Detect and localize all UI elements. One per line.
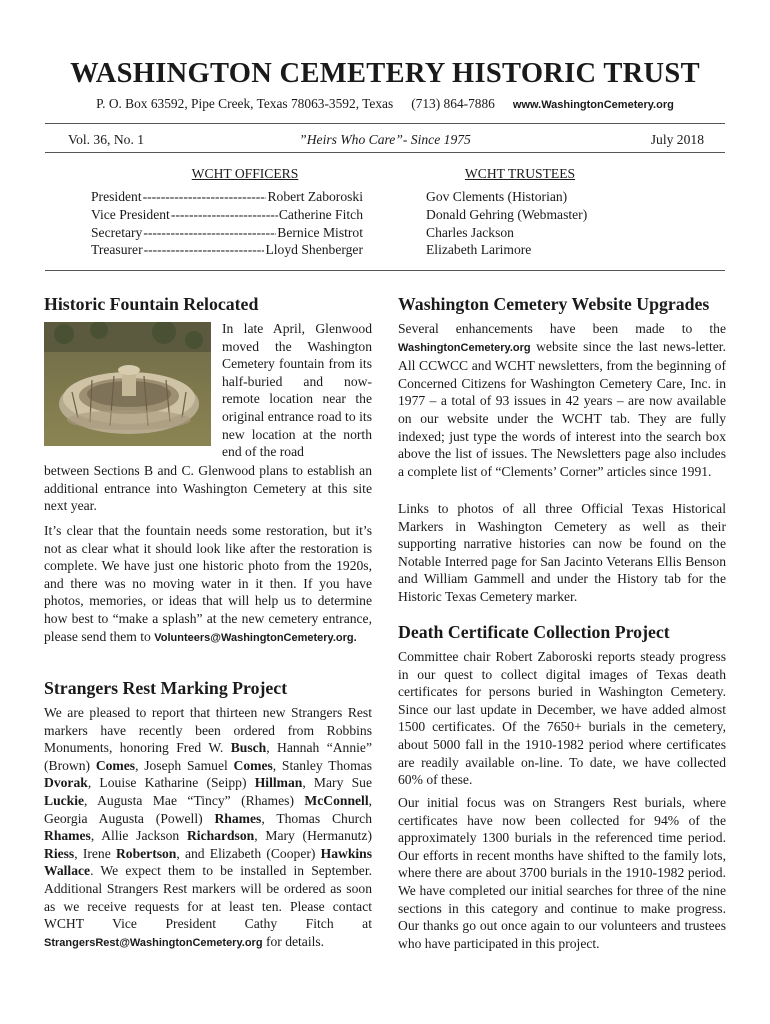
honoree-surname: Dvorak: [44, 775, 88, 791]
honoree-text: , Georgia Augusta (Powell): [44, 792, 372, 826]
officers-heading: WCHT OFFICERS: [191, 166, 299, 181]
honoree-text: , Mary Sue: [302, 775, 372, 791]
trustee-item: Charles Jackson: [426, 225, 514, 240]
strangers-intro: We are pleased to report that thirteen new Strangers Rest markers have recently been ordered from Robbins Monuments, honoring Fred W.: [44, 705, 372, 756]
fountain-heading: Historic Fountain Relocated: [44, 294, 259, 314]
honoree-surname: Hillman: [254, 775, 303, 791]
website-link[interactable]: www.WashingtonCemetery.org: [512, 99, 674, 111]
honoree-surname: Comes: [95, 757, 136, 773]
trustee-item: Gov Clements (Historian): [426, 189, 568, 204]
mailing-address: P. O. Box 63592, Pipe Creek, Texas 78063-3592, Texas: [96, 96, 394, 111]
honoree-text: , and Elizabeth (Cooper): [176, 845, 321, 861]
officers-divider: [45, 270, 725, 271]
website-name-link[interactable]: WashingtonCemetery.org: [398, 341, 531, 354]
fountain-paragraph-2: [44, 522, 372, 647]
honoree-text: , Allie Jackson: [90, 828, 187, 844]
website-upgrades-heading: Washington Cemetery Website Upgrades: [398, 294, 710, 314]
honoree-surname: Richardson: [186, 828, 255, 844]
honoree-text: .: [90, 863, 94, 879]
honoree-surname: Robertson: [115, 845, 177, 861]
contact-line: [40, 96, 730, 112]
honoree-surname: Rhames: [44, 828, 91, 844]
honoree-text: , Hannah “Annie” (Brown): [44, 740, 372, 773]
strangers-outro: We expect them to be installed in September. Additional Strangers Rest markers will be ordered as soon as we receive requests for at least ten. Please contact WCHT Vice President Cathy Fitch at: [44, 863, 372, 932]
officer-name: Bernice Mistrot: [277, 225, 363, 240]
honoree-surname: Hawkins Wallace: [44, 845, 372, 879]
volunteers-email-link[interactable]: Volunteers@WashingtonCemetery.org.: [154, 631, 357, 644]
death-certificate-paragraph-2: Our initial focus was on Strangers Rest burials, where certificates have now been collected for 94% of the approximately 1300 burials in the referenced time period. Our efforts in recent months have shifted to the family lots, where there are about 3700 burials in the 1910-1982 period. We have completed our initial searches for three of the nine sections in this category and continue to make progress. Our thanks go out once again to our volunteers and trustees who have participated in this project.: [398, 795, 726, 951]
volume-number: Vol. 36, No. 1: [68, 132, 145, 147]
officer-name: Robert Zaboroski: [267, 189, 363, 204]
death-certificate-heading: Death Certificate Collection Project: [398, 622, 670, 642]
trustees-heading: WCHT TRUSTEES: [464, 166, 576, 181]
death-certificate-paragraph-1: Committee chair Robert Zaboroski reports steady progress in our quest to collect digital images of Texas death certificates for persons buried in Washington Cemetery. Since our last update in December, we have added almost 1500 certificates. Of the 7650+ burials in the cemetery, about 5000 fall in the 1910-1982 period where certificates are readily available on-line. To date, we have collected 60% of these.: [398, 649, 726, 788]
honoree-text: , Augusta Mae “Tincy” (Rhames): [84, 792, 305, 808]
fountain-paragraph-1a: In late April, Glenwood moved the Washington Cemetery fountain from its half-buried and now-remote location near the original entrance road to its new location at the north end of the road: [222, 321, 372, 460]
officer-role: Secretary: [91, 225, 143, 240]
trustee-item: Elizabeth Larimore: [426, 242, 532, 257]
honoree-surname: Luckie: [44, 792, 85, 808]
honoree-text: , Joseph Samuel: [135, 757, 234, 773]
officer-vice-president: [91, 207, 363, 223]
web-p1-post: website since the last news-letter. All CCWCC and WCHT newsletters, from the beginning of Concerned Citizens for Washington Cemetery Care, Inc. in 1977 – a total of 93 issues in 42 years – are now available on our website under the WCHT tab. They are fully indexed; just type the words of interest into the search box above the list of issues. The Newsletters page also includes a complete list of “Clements’ Corner” articles since 1991.: [398, 338, 726, 479]
honoree-text: , Louise Katharine (Seipp): [87, 775, 255, 791]
honoree-surname: McConnell: [304, 792, 369, 808]
strangers-rest-paragraph: [44, 704, 372, 952]
honoree-text: , Thomas Church: [261, 810, 372, 826]
fountain-photo: [44, 322, 211, 446]
trustee-item: Donald Gehring (Webmaster): [426, 207, 588, 222]
officer-role: Treasurer: [91, 242, 143, 257]
fountain-paragraph-1b: between Sections B and C. Glenwood plans to establish an additional entrance into Washington Cemetery at this site next year.: [44, 463, 372, 514]
officer-name: Catherine Fitch: [278, 207, 363, 222]
honoree-text: , Stanley Thomas: [272, 757, 372, 773]
honoree-surname: Comes: [233, 757, 273, 773]
strangers-tail: for details.: [262, 933, 325, 949]
honoree-text: , Mary (Hermanutz): [254, 828, 372, 844]
officer-role: Vice President: [91, 207, 170, 222]
issue-date: July 2018: [650, 132, 704, 147]
motto: ”Heirs Who Care”- Since 1975: [299, 132, 471, 147]
officer-treasurer: [91, 242, 363, 258]
honoree-text: , Irene: [74, 845, 116, 861]
officer-role: President: [91, 189, 142, 204]
top-divider: [45, 123, 725, 124]
honoree-surname: Riess: [44, 845, 75, 861]
honoree-surname: Busch: [230, 740, 267, 756]
website-upgrades-paragraph-1: [398, 320, 726, 480]
fountain-p2-text: It’s clear that the fountain needs some restoration, but it’s not as clear what it should look like after the restoration is complete. We have just one historic photo from the 1920s, and there was no moving water in it then. If you have photos, memories, or ideas that will help us to determine how best to “make a splash” at the new cemetery entrance, please send them to: [44, 523, 372, 644]
header-divider: [45, 152, 725, 153]
web-p1-pre: Several enhancements have been made to the: [398, 321, 726, 336]
strangers-rest-email-link[interactable]: StrangersRest@WashingtonCemetery.org: [44, 936, 263, 949]
strangers-rest-heading: Strangers Rest Marking Project: [44, 678, 288, 698]
website-upgrades-paragraph-2: Links to photos of all three Official Texas Historical Markers in Washington Cemetery as well as their supporting narrative histories can now be found on the Notable Interred page for San Jacinto Veterans Ellis Benson and William Gammell and under the History tab for the Historic Texas Cemetery marker.: [398, 501, 726, 604]
newsletter-title: WASHINGTON CEMETERY HISTORIC TRUST: [70, 58, 700, 89]
officer-president: [91, 189, 363, 205]
officer-secretary: [91, 225, 363, 241]
honoree-surname: Rhames: [214, 810, 262, 826]
officer-name: Lloyd Shenberger: [265, 242, 363, 257]
phone-number: (713) 864-7886: [411, 96, 495, 111]
